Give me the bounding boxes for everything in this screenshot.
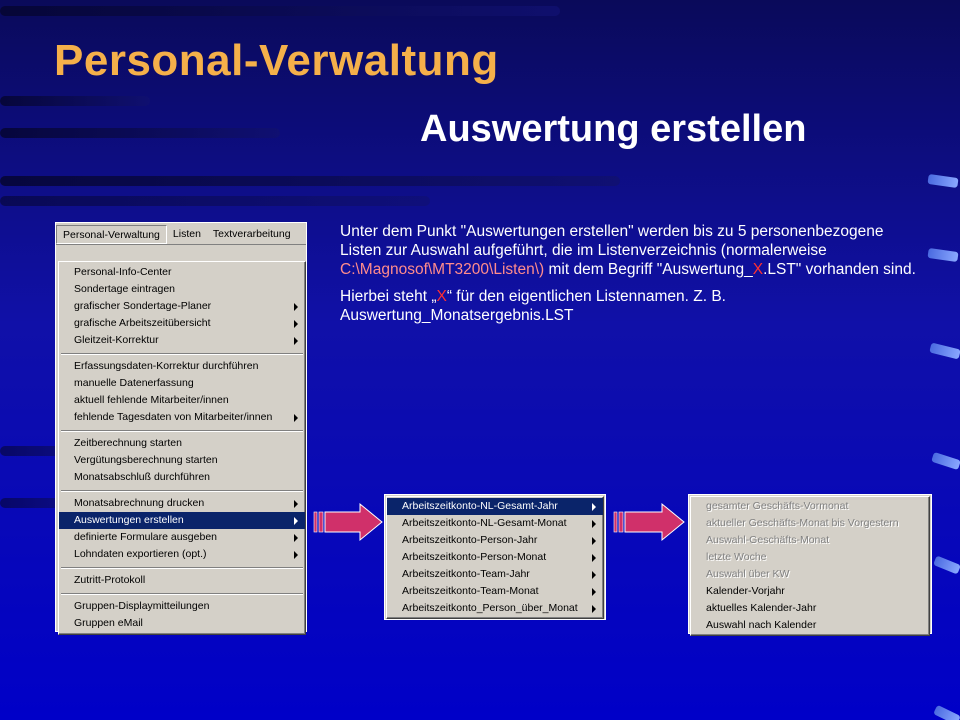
menu-item[interactable] <box>59 332 305 349</box>
submenu-arrow-icon <box>294 534 298 542</box>
background-stripe <box>0 196 430 206</box>
submenu-arrow-icon <box>592 537 596 545</box>
submenu-item[interactable] <box>387 549 603 566</box>
menu-separator <box>59 426 305 435</box>
submenu-item[interactable] <box>387 583 603 600</box>
personal-verwaltung-dropdown <box>58 261 306 635</box>
menu-item-label: Personal-Info-Center <box>74 266 172 278</box>
menu-item-label: Zutritt-Protokoll <box>74 574 146 586</box>
description-text-part: mit dem Begriff "Auswertung_ <box>544 261 753 278</box>
menu-item[interactable] <box>59 546 305 563</box>
description-paragraph-2 <box>340 287 920 325</box>
main-menu-window <box>55 222 307 632</box>
submenu-arrow-icon <box>294 303 298 311</box>
menu-item[interactable] <box>59 452 305 469</box>
submenu-item-label: Arbeitszeitkonto-Person-Jahr <box>402 534 538 546</box>
background-stripe <box>0 6 560 16</box>
menu-item-label: grafischer Sondertage-Planer <box>74 300 212 312</box>
decorative-dash <box>933 555 960 574</box>
submenu-arrow-icon <box>294 517 298 525</box>
period-item-label: Auswahl nach Kalender <box>706 619 817 631</box>
menu-item[interactable] <box>59 469 305 486</box>
menu-item[interactable] <box>59 495 305 512</box>
menu-item[interactable] <box>59 281 305 298</box>
menu-item[interactable] <box>59 264 305 281</box>
period-item-label: aktuelles Kalender-Jahr <box>706 602 817 614</box>
zeitraum-menu <box>690 496 930 636</box>
page-subtitle: Auswertung erstellen <box>420 108 807 150</box>
submenu-arrow-icon <box>294 551 298 559</box>
menu-item-label: Zeitberechnung starten <box>74 437 182 449</box>
menu-item-label: Monatsabschluß durchführen <box>74 471 210 483</box>
menu-item-label: Vergütungsberechnung starten <box>74 454 218 466</box>
menu-item[interactable] <box>59 598 305 615</box>
submenu-arrow-icon <box>592 520 596 528</box>
arrow-right-icon <box>312 502 384 542</box>
submenu-item-label: Arbeitszeitkonto-Team-Monat <box>402 585 539 597</box>
menu-item-label: Lohndaten exportieren (opt.) <box>74 548 207 560</box>
background-stripe <box>0 128 280 138</box>
menu-item[interactable] <box>59 392 305 409</box>
submenu-item-selected[interactable] <box>387 498 603 515</box>
period-item[interactable] <box>691 498 929 515</box>
menu-item-label: Sondertage eintragen <box>74 283 175 295</box>
menubar-personal-verwaltung[interactable]: Personal-Verwaltung <box>56 225 167 244</box>
period-item[interactable] <box>691 583 929 600</box>
period-item[interactable] <box>691 617 929 634</box>
menubar-textverarbeitung[interactable]: Textverarbeitung <box>212 228 291 240</box>
auswertungen-submenu <box>386 496 604 619</box>
menu-item-label: Gruppen eMail <box>74 617 143 629</box>
submenu-arrow-icon <box>592 588 596 596</box>
description-text-part: “ für den eigentlichen Listennamen. Z. B. Auswertung_Monatsergebnis.LST <box>340 288 726 324</box>
menu-separator <box>59 349 305 358</box>
menu-item-label: Erfassungsdaten-Korrektur durchführen <box>74 360 259 372</box>
submenu-item-label: Arbeitszeitkonto-NL-Gesamt-Jahr <box>402 500 558 512</box>
submenu-arrow-icon <box>592 571 596 579</box>
decorative-dash <box>927 248 958 262</box>
menu-item-label: fehlende Tagesdaten von Mitarbeiter/innen <box>74 411 273 423</box>
decorative-dash <box>927 174 958 188</box>
menu-separator <box>59 486 305 495</box>
period-item[interactable] <box>691 532 929 549</box>
period-item[interactable] <box>691 515 929 532</box>
description-text-part: Unter dem Punkt "Auswertungen erstellen" werden bis zu 5 personenbezogene Listen zur Auswahl aufgeführt, die im Listenverzeichnis (normalerweise <box>340 223 884 259</box>
menu-item[interactable] <box>59 375 305 392</box>
period-item-label: gesamter Geschäfts-Vormonat <box>706 500 849 512</box>
menu-item[interactable] <box>59 298 305 315</box>
menu-item-label: definierte Formulare ausgeben <box>74 531 218 543</box>
submenu-arrow-icon <box>592 503 596 511</box>
submenu-item-label: Arbeitszeitkonto-NL-Gesamt-Monat <box>402 517 567 529</box>
menu-item-auswertungen-erstellen[interactable] <box>59 512 305 529</box>
submenu-item[interactable] <box>387 532 603 549</box>
period-item-label: letzte Woche <box>706 551 767 563</box>
period-item-label: Auswahl-Geschäfts-Monat <box>706 534 830 546</box>
menu-item[interactable] <box>59 615 305 632</box>
submenu-arrow-icon <box>592 554 596 562</box>
menu-item-label: Gruppen-Displaymitteilungen <box>74 600 210 612</box>
menu-item-label: Auswertungen erstellen <box>74 514 184 526</box>
submenu-arrow-icon <box>294 414 298 422</box>
arrow-right-icon <box>612 502 686 542</box>
menu-item-label: grafische Arbeitszeitübersicht <box>74 317 211 329</box>
period-item-label: Auswahl über KW <box>706 568 790 580</box>
zeitraum-menu-window <box>688 494 932 634</box>
period-item[interactable] <box>691 549 929 566</box>
period-item[interactable] <box>691 566 929 583</box>
description-paragraph-1 <box>340 222 920 279</box>
submenu-item-label: Arbeitszeitkonto-Person-Monat <box>402 551 547 563</box>
list-directory-path: C:\Magnosof\MT3200\Listen\) <box>340 261 545 278</box>
period-item-label: Kalender-Vorjahr <box>706 585 785 597</box>
submenu-item[interactable] <box>387 566 603 583</box>
auswertungen-submenu-window <box>384 494 606 620</box>
period-item-label: aktueller Geschäfts-Monat bis Vorgestern <box>706 517 899 529</box>
menubar-listen[interactable]: Listen <box>172 228 201 240</box>
background-stripe <box>0 176 620 186</box>
menu-item-label: manuelle Datenerfassung <box>74 377 194 389</box>
decorative-dash <box>931 452 960 470</box>
submenu-arrow-icon <box>592 605 596 613</box>
submenu-arrow-icon <box>294 500 298 508</box>
menu-separator <box>59 589 305 598</box>
submenu-arrow-icon <box>294 320 298 328</box>
description-text-part: .LST" vorhanden sind. <box>763 261 916 278</box>
background-stripe <box>0 96 150 106</box>
submenu-item[interactable] <box>387 515 603 532</box>
period-item[interactable] <box>691 600 929 617</box>
menu-item[interactable] <box>59 358 305 375</box>
menu-item-label: Gleitzeit-Korrektur <box>74 334 159 346</box>
menu-item[interactable] <box>59 315 305 332</box>
submenu-item-label: Arbeitszeitkonto_Person_über_Monat <box>402 602 578 614</box>
submenu-arrow-icon <box>294 337 298 345</box>
decorative-dash <box>933 705 960 720</box>
menu-item-label: aktuell fehlende Mitarbeiter/innen <box>74 394 229 406</box>
placeholder-x: X <box>752 261 764 278</box>
menu-item[interactable] <box>59 572 305 589</box>
menubar <box>56 223 306 245</box>
menu-item[interactable] <box>59 409 305 426</box>
submenu-item-label: Arbeitszeitkonto-Team-Jahr <box>402 568 530 580</box>
menu-item[interactable] <box>59 529 305 546</box>
description-text <box>340 222 920 333</box>
decorative-dash <box>929 343 960 360</box>
submenu-item[interactable] <box>387 600 603 617</box>
menu-item[interactable] <box>59 435 305 452</box>
menu-separator <box>59 563 305 572</box>
page-title: Personal-Verwaltung <box>54 36 499 85</box>
menu-item-label: Monatsabrechnung drucken <box>74 497 205 509</box>
description-text-part: Hierbei steht „ <box>340 288 437 305</box>
placeholder-x: X <box>436 288 447 305</box>
